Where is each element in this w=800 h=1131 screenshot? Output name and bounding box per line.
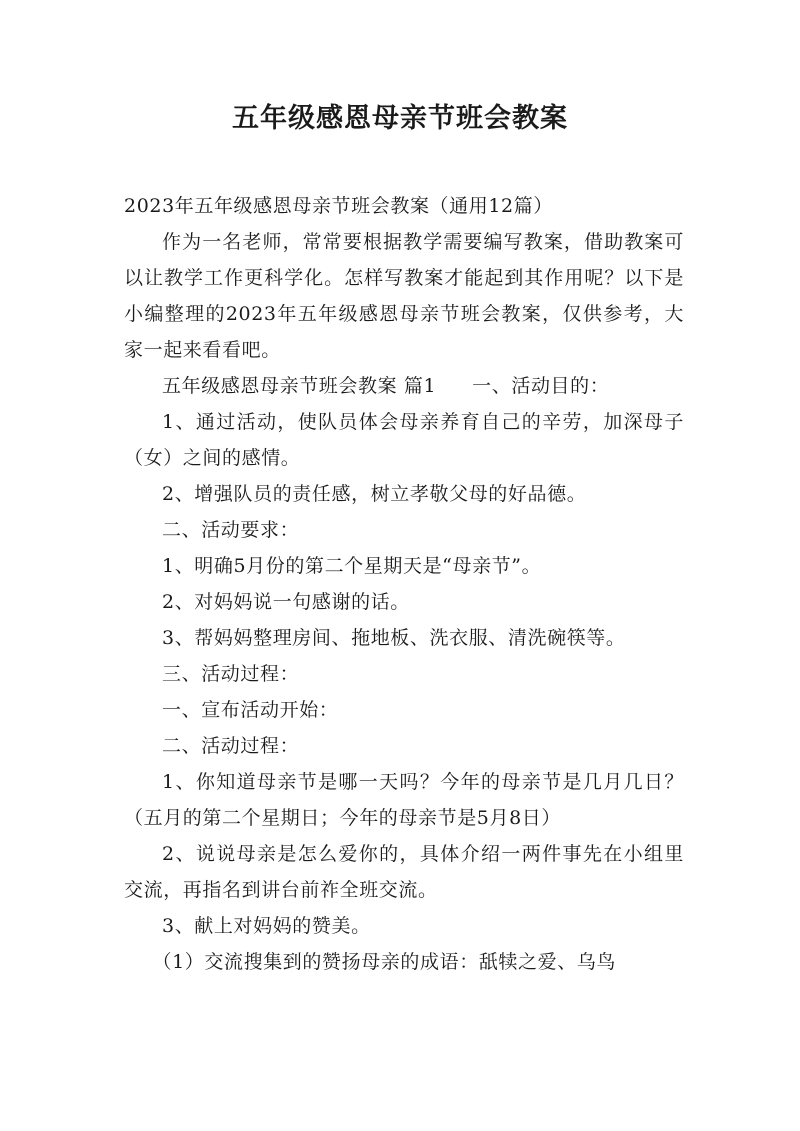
- paragraph: 2、增强队员的责任感，树立孝敬父母的好品德。: [162, 483, 587, 505]
- section-first-item: 一、活动目的：: [472, 375, 610, 397]
- document-body: [124, 188, 684, 980]
- paragraph: 2、对妈妈说一句感谢的话。: [162, 591, 410, 613]
- paragraph: 三、活动过程：: [162, 663, 300, 685]
- section-heading-line: [124, 368, 684, 404]
- paragraph: 二、活动过程：: [162, 735, 300, 757]
- document-subtitle: 2023年五年级感恩母亲节班会教案（通用12篇）: [124, 195, 553, 217]
- intro-paragraph: 作为一名老师，常常要根据教学需要编写教案，借助教案可以让教学工作更科学化。怎样写教案才能起到其作用呢？以下是小编整理的2023年五年级感恩母亲节班会教案，仅供参考，大家一起来看看吧。: [124, 231, 684, 361]
- paragraph: 2、说说母亲是怎么爱你的，具体介绍一两件事先在小组里交流，再指名到讲台前祚全班交流。: [124, 843, 684, 901]
- document-title: 五年级感恩母亲节班会教案: [232, 103, 568, 134]
- paragraph: 3、帮妈妈整理房间、拖地板、洗衣服、清洗碗筷等。: [162, 627, 626, 649]
- section-heading: 五年级感恩母亲节班会教案 篇1: [162, 375, 437, 397]
- paragraph: 1、通过活动，使队员体会母亲养育自己的辛劳，加深母子（女）之间的感情。: [124, 411, 684, 469]
- paragraph: 3、献上对妈妈的赞美。: [162, 915, 371, 937]
- paragraph: 1、明确5月份的第二个星期天是“母亲节”。: [162, 555, 542, 577]
- paragraph: （1）交流搜集到的赞扬母亲的成语：舐犊之爱、乌鸟: [152, 951, 616, 973]
- paragraph: 二、活动要求：: [162, 519, 300, 541]
- paragraph: 1、你知道母亲节是哪一天吗？今年的母亲节是几月几日？（五月的第二个星期日；今年的母亲节是5月8日）: [124, 771, 684, 829]
- paragraph: 一、宣布活动开始：: [162, 699, 339, 721]
